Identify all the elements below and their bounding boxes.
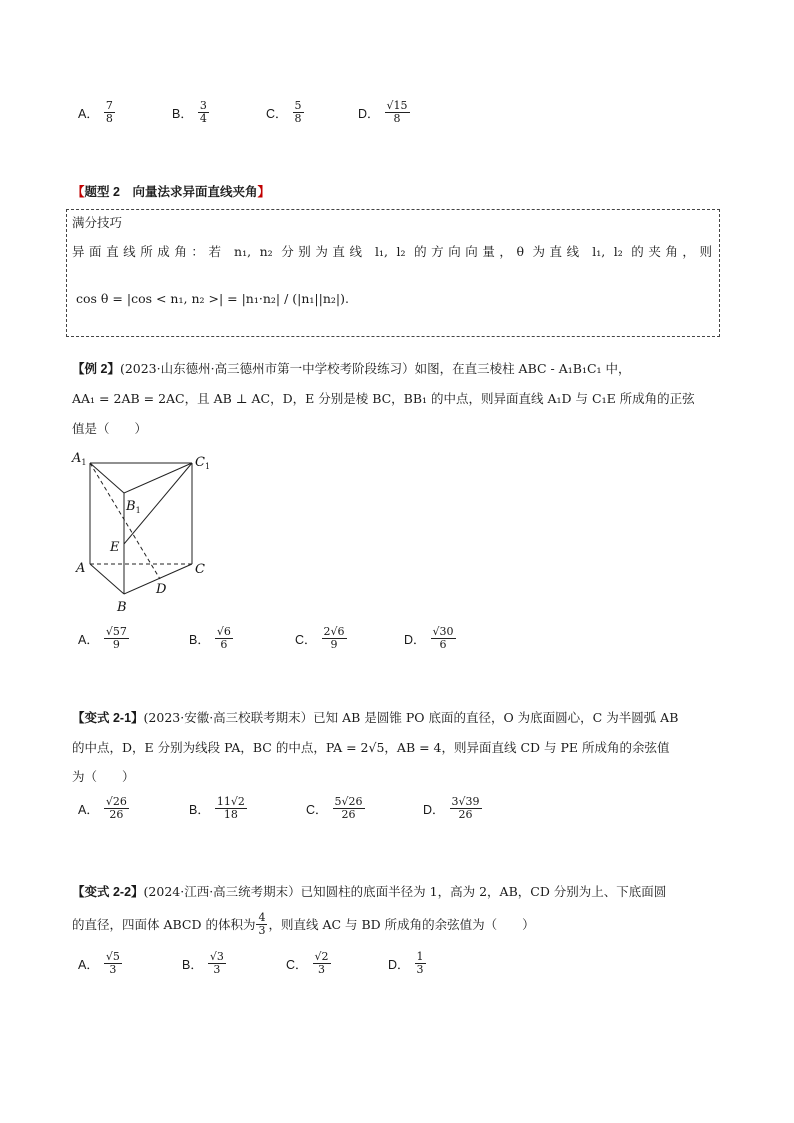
fraction: $\frac{5}{8}$ bbox=[294, 99, 302, 125]
option-c bbox=[266, 100, 305, 125]
label-e: E bbox=[110, 540, 120, 555]
variant-line-1: 【变式 2-2】(2024·江西·高三统考期末）已知圆柱的底面半径为 1，高为 2，AB，CD 分别为上、下底面圆 bbox=[72, 884, 667, 899]
fraction: $\frac{3√39}{26}$ bbox=[451, 795, 480, 821]
fraction: $\frac{√2}{3}$ bbox=[314, 950, 329, 976]
fraction: $\frac{√5}{3}$ bbox=[105, 950, 120, 976]
variant-line-3: 为（ ） bbox=[72, 769, 135, 784]
option-a bbox=[78, 951, 123, 976]
option-label: A． bbox=[78, 957, 99, 972]
fraction: $\frac{√57}{9}$ bbox=[105, 625, 127, 651]
option-c bbox=[295, 626, 348, 651]
example-line-1: 【例 2】(2023·山东德州·高三德州市第一中学校考阶段练习）如图，在直三棱柱 ABC - A₁B₁C₁ 中， bbox=[72, 361, 631, 376]
label-a1: $A_1$ bbox=[72, 451, 87, 467]
prism-figure bbox=[68, 446, 228, 618]
label-d: D bbox=[156, 582, 167, 597]
fraction: $\frac{5√26}{26}$ bbox=[334, 795, 363, 821]
option-label: B． bbox=[182, 957, 203, 972]
label-b: B bbox=[117, 600, 127, 615]
variant-line-1: 【变式 2-1】(2023·安徽·高三校联考期末）已知 AB 是圆锥 PO 底面的直径，O 为底面圆心，C 为半圆弧 AB bbox=[72, 710, 679, 725]
option-d bbox=[388, 951, 427, 976]
option-label: C． bbox=[286, 957, 308, 972]
option-a bbox=[78, 100, 116, 125]
option-label: D． bbox=[404, 632, 426, 647]
option-d bbox=[404, 626, 457, 651]
option-b bbox=[189, 796, 248, 821]
variant-line-2: 的直径，四面体 ABCD 的体积为 $\frac{4}{3}$ ，则直线 AC 与 BD 所成角的余弦值为（ ） bbox=[72, 911, 535, 937]
edge-ab bbox=[90, 564, 124, 594]
section-heading: 【题型 2 向量法求异面直线夹角】 bbox=[72, 185, 270, 199]
variant-tag: 【变式 2-2】 bbox=[72, 885, 144, 899]
section-title: 题型 2 向量法求异面直线夹角 bbox=[84, 185, 258, 199]
fraction: $\frac{√30}{6}$ bbox=[432, 625, 454, 651]
option-label: D． bbox=[358, 106, 380, 121]
fraction: $\frac{√6}{6}$ bbox=[216, 625, 231, 651]
fraction: $\frac{2√6}{9}$ bbox=[323, 625, 345, 651]
tip-line: 异面直线所成角：若 n₁, n₂ 分别为直线 l₁, l₂ 的方向向量，θ 为直线 l₁, l₂ 的夹角，则 bbox=[72, 244, 712, 259]
option-b bbox=[189, 626, 234, 651]
option-label: A． bbox=[78, 632, 99, 647]
option-label: D． bbox=[388, 957, 410, 972]
example-line-3: 值是（ ） bbox=[72, 421, 148, 436]
tip-title: 满分技巧 bbox=[72, 216, 123, 230]
option-d bbox=[358, 100, 411, 125]
option-a bbox=[78, 796, 130, 821]
fraction: $\frac{√26}{26}$ bbox=[105, 795, 127, 821]
example-tag: 【例 2】 bbox=[72, 362, 120, 376]
option-b bbox=[172, 100, 210, 125]
option-c bbox=[286, 951, 332, 976]
option-label: A． bbox=[78, 802, 99, 817]
option-label: B． bbox=[172, 106, 193, 121]
edge-b1c1 bbox=[124, 463, 192, 493]
option-label: A． bbox=[78, 106, 99, 121]
example-line-2: AA₁ = 2AB = 2AC，且 AB ⊥ AC，D，E 分别是棱 BC，BB₁ 的中点，则异面直线 A₁D 与 C₁E 所成角的正弦 bbox=[72, 391, 695, 406]
fraction: $\frac{11√2}{18}$ bbox=[216, 795, 245, 821]
label-c: C bbox=[195, 562, 205, 577]
edge-a1b1 bbox=[90, 463, 124, 493]
option-label: D． bbox=[423, 802, 445, 817]
segment-a1d-hidden bbox=[90, 463, 160, 579]
option-a bbox=[78, 626, 130, 651]
option-label: C． bbox=[295, 632, 317, 647]
option-d bbox=[423, 796, 483, 821]
fraction: $\frac{4}{3}$ bbox=[258, 911, 266, 937]
label-a: A bbox=[76, 561, 86, 576]
tip-formula: cos θ = |cos < n₁, n₂ >| = |n₁·n₂| / (|n₁||n₂|). bbox=[76, 291, 349, 306]
variant-tag: 【变式 2-1】 bbox=[72, 711, 144, 725]
fraction: $\frac{√15}{8}$ bbox=[386, 99, 408, 125]
variant-line-2: 的中点，D，E 分别为线段 PA，BC 的中点，PA = 2√5，AB = 4，则异面直线 CD 与 PE 所成角的余弦值 bbox=[72, 740, 670, 755]
option-label: B． bbox=[189, 632, 210, 647]
fraction: $\frac{√3}{3}$ bbox=[209, 950, 224, 976]
option-label: C． bbox=[266, 106, 288, 121]
tip-box bbox=[66, 209, 720, 337]
fraction: $\frac{1}{3}$ bbox=[416, 950, 424, 976]
fraction: $\frac{7}{8}$ bbox=[105, 99, 113, 125]
option-b bbox=[182, 951, 227, 976]
option-c bbox=[306, 796, 366, 821]
label-b1: $B_1$ bbox=[126, 499, 141, 515]
option-label: C． bbox=[306, 802, 328, 817]
option-label: B． bbox=[189, 802, 210, 817]
fraction: $\frac{3}{4}$ bbox=[199, 99, 207, 125]
label-c1: $C_1$ bbox=[195, 455, 211, 471]
